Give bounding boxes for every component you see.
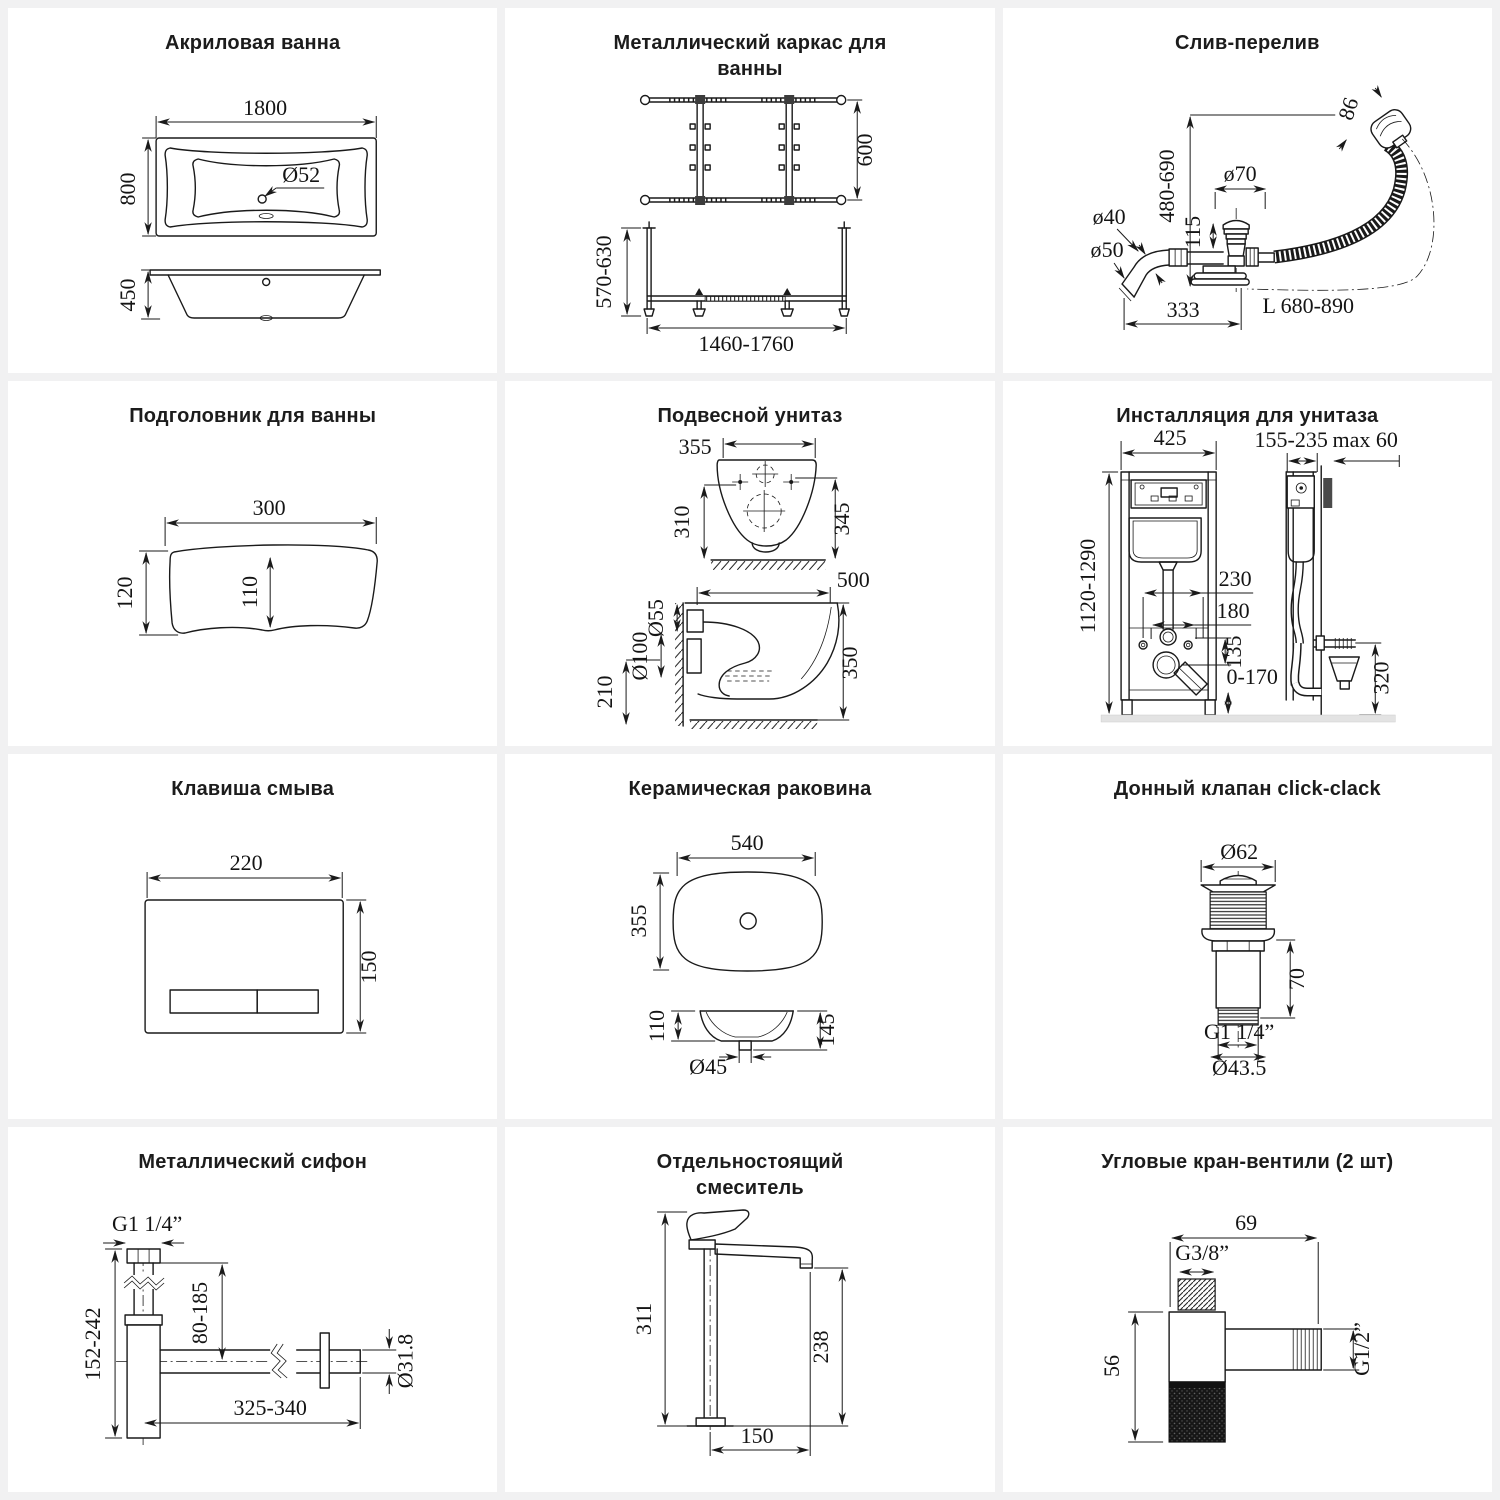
dim-width: 600 bbox=[852, 133, 878, 167]
card-flush-plate bbox=[8, 754, 497, 1119]
sink-top-view bbox=[626, 830, 822, 971]
flush-plate-drawing bbox=[8, 754, 497, 1119]
flush-plate-view bbox=[145, 850, 381, 1033]
dim-d55: Ø55 bbox=[643, 599, 669, 637]
toilet-drawing bbox=[505, 381, 994, 746]
dim-right-height: 345 bbox=[829, 502, 855, 536]
dim-base: 150 bbox=[740, 1423, 775, 1448]
dim-hose: L 680-890 bbox=[1262, 293, 1354, 318]
card-freestanding-mixer bbox=[505, 1127, 994, 1492]
card-title: Отдельностоящий смеситель bbox=[656, 1151, 844, 1199]
siphon-drawing bbox=[8, 1127, 497, 1492]
card-acrylic-bathtub bbox=[8, 8, 497, 373]
bathtub-drawing bbox=[8, 8, 497, 373]
dim-h70: 70 bbox=[1283, 968, 1309, 990]
siphon-view bbox=[80, 1211, 417, 1445]
dim-height: 1120-1290 bbox=[1074, 538, 1100, 634]
dim-inlet: 80-185 bbox=[187, 1281, 213, 1345]
headrest-drawing bbox=[8, 381, 497, 746]
dim-width: 69 bbox=[1234, 1210, 1257, 1235]
dim-depth: 355 bbox=[626, 904, 652, 938]
dim-width: 800 bbox=[115, 172, 141, 206]
installation-front-view bbox=[1075, 425, 1278, 715]
card-metal-frame bbox=[505, 8, 994, 373]
bathtub-side-view bbox=[115, 270, 380, 321]
flush-button-large bbox=[170, 990, 257, 1013]
dim-height: 56 bbox=[1098, 1355, 1124, 1377]
card-title: Металлический сифон bbox=[138, 1151, 367, 1173]
card-title: Донный клапан click-clack bbox=[1113, 778, 1381, 800]
dim-thread: G1 1/4” bbox=[111, 1211, 183, 1236]
flush-button-small bbox=[257, 990, 318, 1013]
card-bath-headrest bbox=[8, 381, 497, 746]
dim-depth: 500 bbox=[837, 567, 871, 592]
card-title: Керамическая раковина bbox=[628, 778, 872, 800]
dim-spout: 238 bbox=[808, 1330, 834, 1364]
dim-d100: Ø100 bbox=[627, 631, 653, 681]
dim-drain: Ø45 bbox=[689, 1054, 728, 1079]
bathtub-top-view bbox=[115, 95, 376, 236]
card-ceramic-sink bbox=[505, 754, 994, 1119]
installation-drawing bbox=[1003, 381, 1492, 746]
dim-bottom: 210 bbox=[592, 675, 618, 709]
card-title: Угловые кран-вентили (2 шт) bbox=[1101, 1151, 1394, 1173]
dim-height: 480-690 bbox=[1153, 149, 1179, 223]
dim-left-height: 310 bbox=[669, 505, 695, 539]
frame-top-view bbox=[641, 95, 878, 205]
dim-width: 300 bbox=[252, 495, 286, 520]
card-title: Подвесной унитаз bbox=[657, 405, 843, 427]
dim-135: 135 bbox=[1220, 635, 1246, 669]
dim-depth: 155-235 bbox=[1254, 427, 1328, 452]
card-drain-overflow bbox=[1003, 8, 1492, 373]
dim-d40: ø40 bbox=[1092, 204, 1126, 229]
dim-range: 0-170 bbox=[1226, 664, 1278, 689]
sink-side-view bbox=[644, 1010, 839, 1079]
dim-d318: Ø31.8 bbox=[392, 1333, 418, 1389]
dim-230: 230 bbox=[1218, 566, 1252, 591]
mixer-view bbox=[631, 1210, 848, 1456]
dim-side-height: 350 bbox=[837, 646, 863, 680]
dim-height: 150 bbox=[356, 950, 382, 984]
card-metal-siphon bbox=[8, 1127, 497, 1492]
dim-outlet: 320 bbox=[1367, 661, 1393, 695]
dim-d50: ø50 bbox=[1090, 237, 1124, 262]
dim-length: 1460-1760 bbox=[698, 331, 795, 356]
dim-height: 152-242 bbox=[80, 1307, 106, 1381]
dim-height: 120 bbox=[112, 576, 138, 610]
drain-overflow-drawing bbox=[1003, 8, 1492, 373]
card-title: Слив-перелив bbox=[1175, 32, 1320, 54]
dim-length: 1800 bbox=[243, 95, 288, 120]
card-title: Металлический каркас для ванны bbox=[613, 32, 887, 80]
card-title: Инсталляция для унитаза bbox=[1116, 405, 1379, 427]
dim-h145: 145 bbox=[814, 1013, 840, 1047]
headrest-view bbox=[112, 495, 377, 635]
dim-thread: G1 1/4” bbox=[1203, 1019, 1274, 1044]
dim-width: 540 bbox=[730, 830, 764, 855]
card-title: Подголовник для ванны bbox=[129, 405, 377, 427]
dim-cap: ø70 bbox=[1223, 161, 1257, 186]
card-click-clack-valve bbox=[1003, 754, 1492, 1119]
dim-180: 180 bbox=[1216, 598, 1250, 623]
dim-g12: G1/2” bbox=[1348, 1322, 1374, 1376]
card-toilet-installation bbox=[1003, 381, 1492, 746]
dim-width: 425 bbox=[1153, 425, 1187, 450]
card-title: Клавиша смыва bbox=[171, 778, 335, 800]
valve-drawing bbox=[1003, 754, 1492, 1119]
dim-max: max 60 bbox=[1332, 427, 1398, 452]
dim-width: 220 bbox=[229, 850, 263, 875]
angle-valve-drawing bbox=[1003, 1127, 1492, 1492]
dim-head: 86 bbox=[1332, 94, 1364, 124]
dim-inner-height: 110 bbox=[237, 575, 263, 609]
dim-height: 311 bbox=[631, 1302, 657, 1336]
toilet-side-view bbox=[592, 567, 870, 729]
dim-height: 450 bbox=[115, 278, 141, 312]
sink-drawing bbox=[505, 754, 994, 1119]
valve-view bbox=[1201, 839, 1309, 1080]
dim-neck: 115 bbox=[1179, 215, 1205, 249]
card-wall-hung-toilet bbox=[505, 381, 994, 746]
dim-width: 333 bbox=[1166, 297, 1200, 322]
dim-top-width: 355 bbox=[678, 434, 712, 459]
floor-base bbox=[1101, 715, 1395, 722]
frame-bottom-view bbox=[591, 222, 850, 356]
overflow-head bbox=[1247, 88, 1434, 318]
card-title: Акриловая ванна bbox=[164, 32, 341, 54]
dim-drain: Ø52 bbox=[282, 162, 321, 187]
dim-h110: 110 bbox=[644, 1009, 670, 1043]
card-angle-valves bbox=[1003, 1127, 1492, 1492]
dim-g38: G3/8” bbox=[1174, 1240, 1229, 1265]
angle-valve-view bbox=[1099, 1210, 1374, 1442]
knurled-handle bbox=[1169, 1382, 1225, 1442]
dim-length: 325-340 bbox=[233, 1395, 307, 1420]
dim-d435: Ø43.5 bbox=[1211, 1055, 1267, 1080]
dim-d62: Ø62 bbox=[1219, 839, 1258, 864]
dim-leg-height: 570-630 bbox=[591, 235, 617, 309]
toilet-top-view bbox=[669, 434, 854, 570]
